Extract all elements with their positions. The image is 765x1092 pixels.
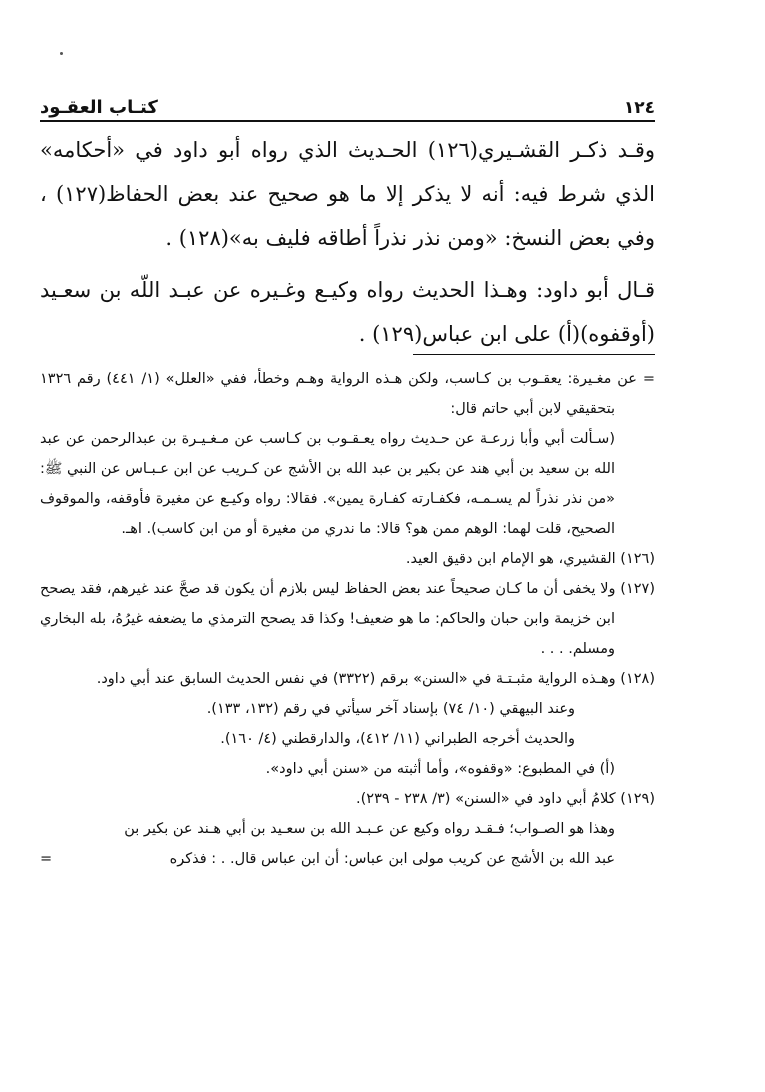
footnote-128: (١٢٨) وهـذه الرواية مثبـتـة في «السنن» برقم (٣٣٢٢) في نفس الحديث السابق عند أبي داود. xyxy=(96,671,655,687)
page-header xyxy=(40,88,655,122)
footnote-129: (١٢٩) كلامُ أبي داود في «السنن» (٣/ ٢٣٨ - ٢٣٩). xyxy=(356,791,655,807)
footnote-126: (١٢٦) القشيري، هو الإمام ابن دقيق العيد. xyxy=(405,551,655,567)
footnote-separator xyxy=(413,354,655,355)
main-paragraph-1: وقـد ذكـر القشـيري(١٢٦) الحـديث الذي رواه أبو داود في «أحكامه» الذي شرط فيه: أنه لا يذكر إلا ما هو صحيح عند بعض الحفاظ(١٢٧) ، وفي بعض النسخ: «ومن نذر نذراً أطاقه فليف به»(١٢٨) . xyxy=(40,138,655,250)
book-title: كتـاب العقـود xyxy=(40,97,158,118)
footnote-tail-2: عبد الله بن الأشج عن كريب مولى ابن عباس: أن ابن عباس قال. . : فذكره xyxy=(169,851,615,867)
footnote-128-extra-1: وعند البيهقي (١٠/ ٧٤) بإسناد آخر سيأتي في رقم (١٣٢، ١٣٣). xyxy=(206,701,575,717)
footnote-127: (١٢٧) ولا يخفى أن ما كـان صحيحاً عند بعض الحفاظ ليس بلازم أن يكون قد صحَّ عند غيرهم، فقد يصحح ابن خزيمة وابن حبان والحاكم: ما هو ضعيف! وكذا قد يصحح الترمذي ما يضعفه غيرُهُ، بله البخاري ومسلم. . . . xyxy=(40,581,655,657)
continuation-mark: = xyxy=(40,851,53,867)
main-paragraph-2: قـال أبو داود: وهـذا الحديث رواه وكيـع وغـيره عن عبـد اللّه بن سعـيد (أوقفوه)(أ) على ابن عباس(١٢٩) . xyxy=(40,278,655,346)
footnote-a: (أ) في المطبوع: «وقفوه»، وأما أثبته من «سنن أبي داود». xyxy=(265,761,615,777)
footnote-continuation-1: = عن مغـيرة: يعقـوب بن كـاسب، ولكن هـذه الرواية وهـم وخطأ، ففي «العلل» (١/ ٤٤١) رقم ١٣٢٦ بتحقيقي لابن أبي حاتم قال: xyxy=(40,371,655,417)
footnote-tail-2-row xyxy=(40,844,655,874)
main-text xyxy=(40,128,655,356)
footnote-tail-1: وهذا هو الصـواب؛ فـقـد رواه وكيع عن عـبـد الله بن سعـيد بن أبي هـند عن بكير بن xyxy=(124,821,615,837)
footnote-continuation-2: (سـألت أبي وأبا زرعـة عن حـديث رواه يعـقـوب بن كـاسب عن مـغـيـرة بن عبدالرحمن عن عبد الله بن سعيد بن أبي هند عن بكير بن عبد الله بن الأشج عن كـريب عن ابن عـبـاس عن النبي ﷺ: «من نذر نذراً لم يسـمـه، فكفـارته كفـارة يمين». فقالا: رواه وكيـع عن مغيرة فأوقفه، والموقوف الصحيح، قلت لهما: الوهم ممن هو؟ قالا: ما ندري من مغيرة أو من ابن كاسب). اهـ. xyxy=(40,431,615,537)
footnote-128-extra-2: والحديث أخرجه الطبراني (١١/ ٤١٢)، والدارقطني (٤/ ١٦٠). xyxy=(220,731,575,747)
page-speck xyxy=(60,52,63,55)
page-number: ١٢٤ xyxy=(623,98,655,118)
footnotes xyxy=(40,364,655,874)
